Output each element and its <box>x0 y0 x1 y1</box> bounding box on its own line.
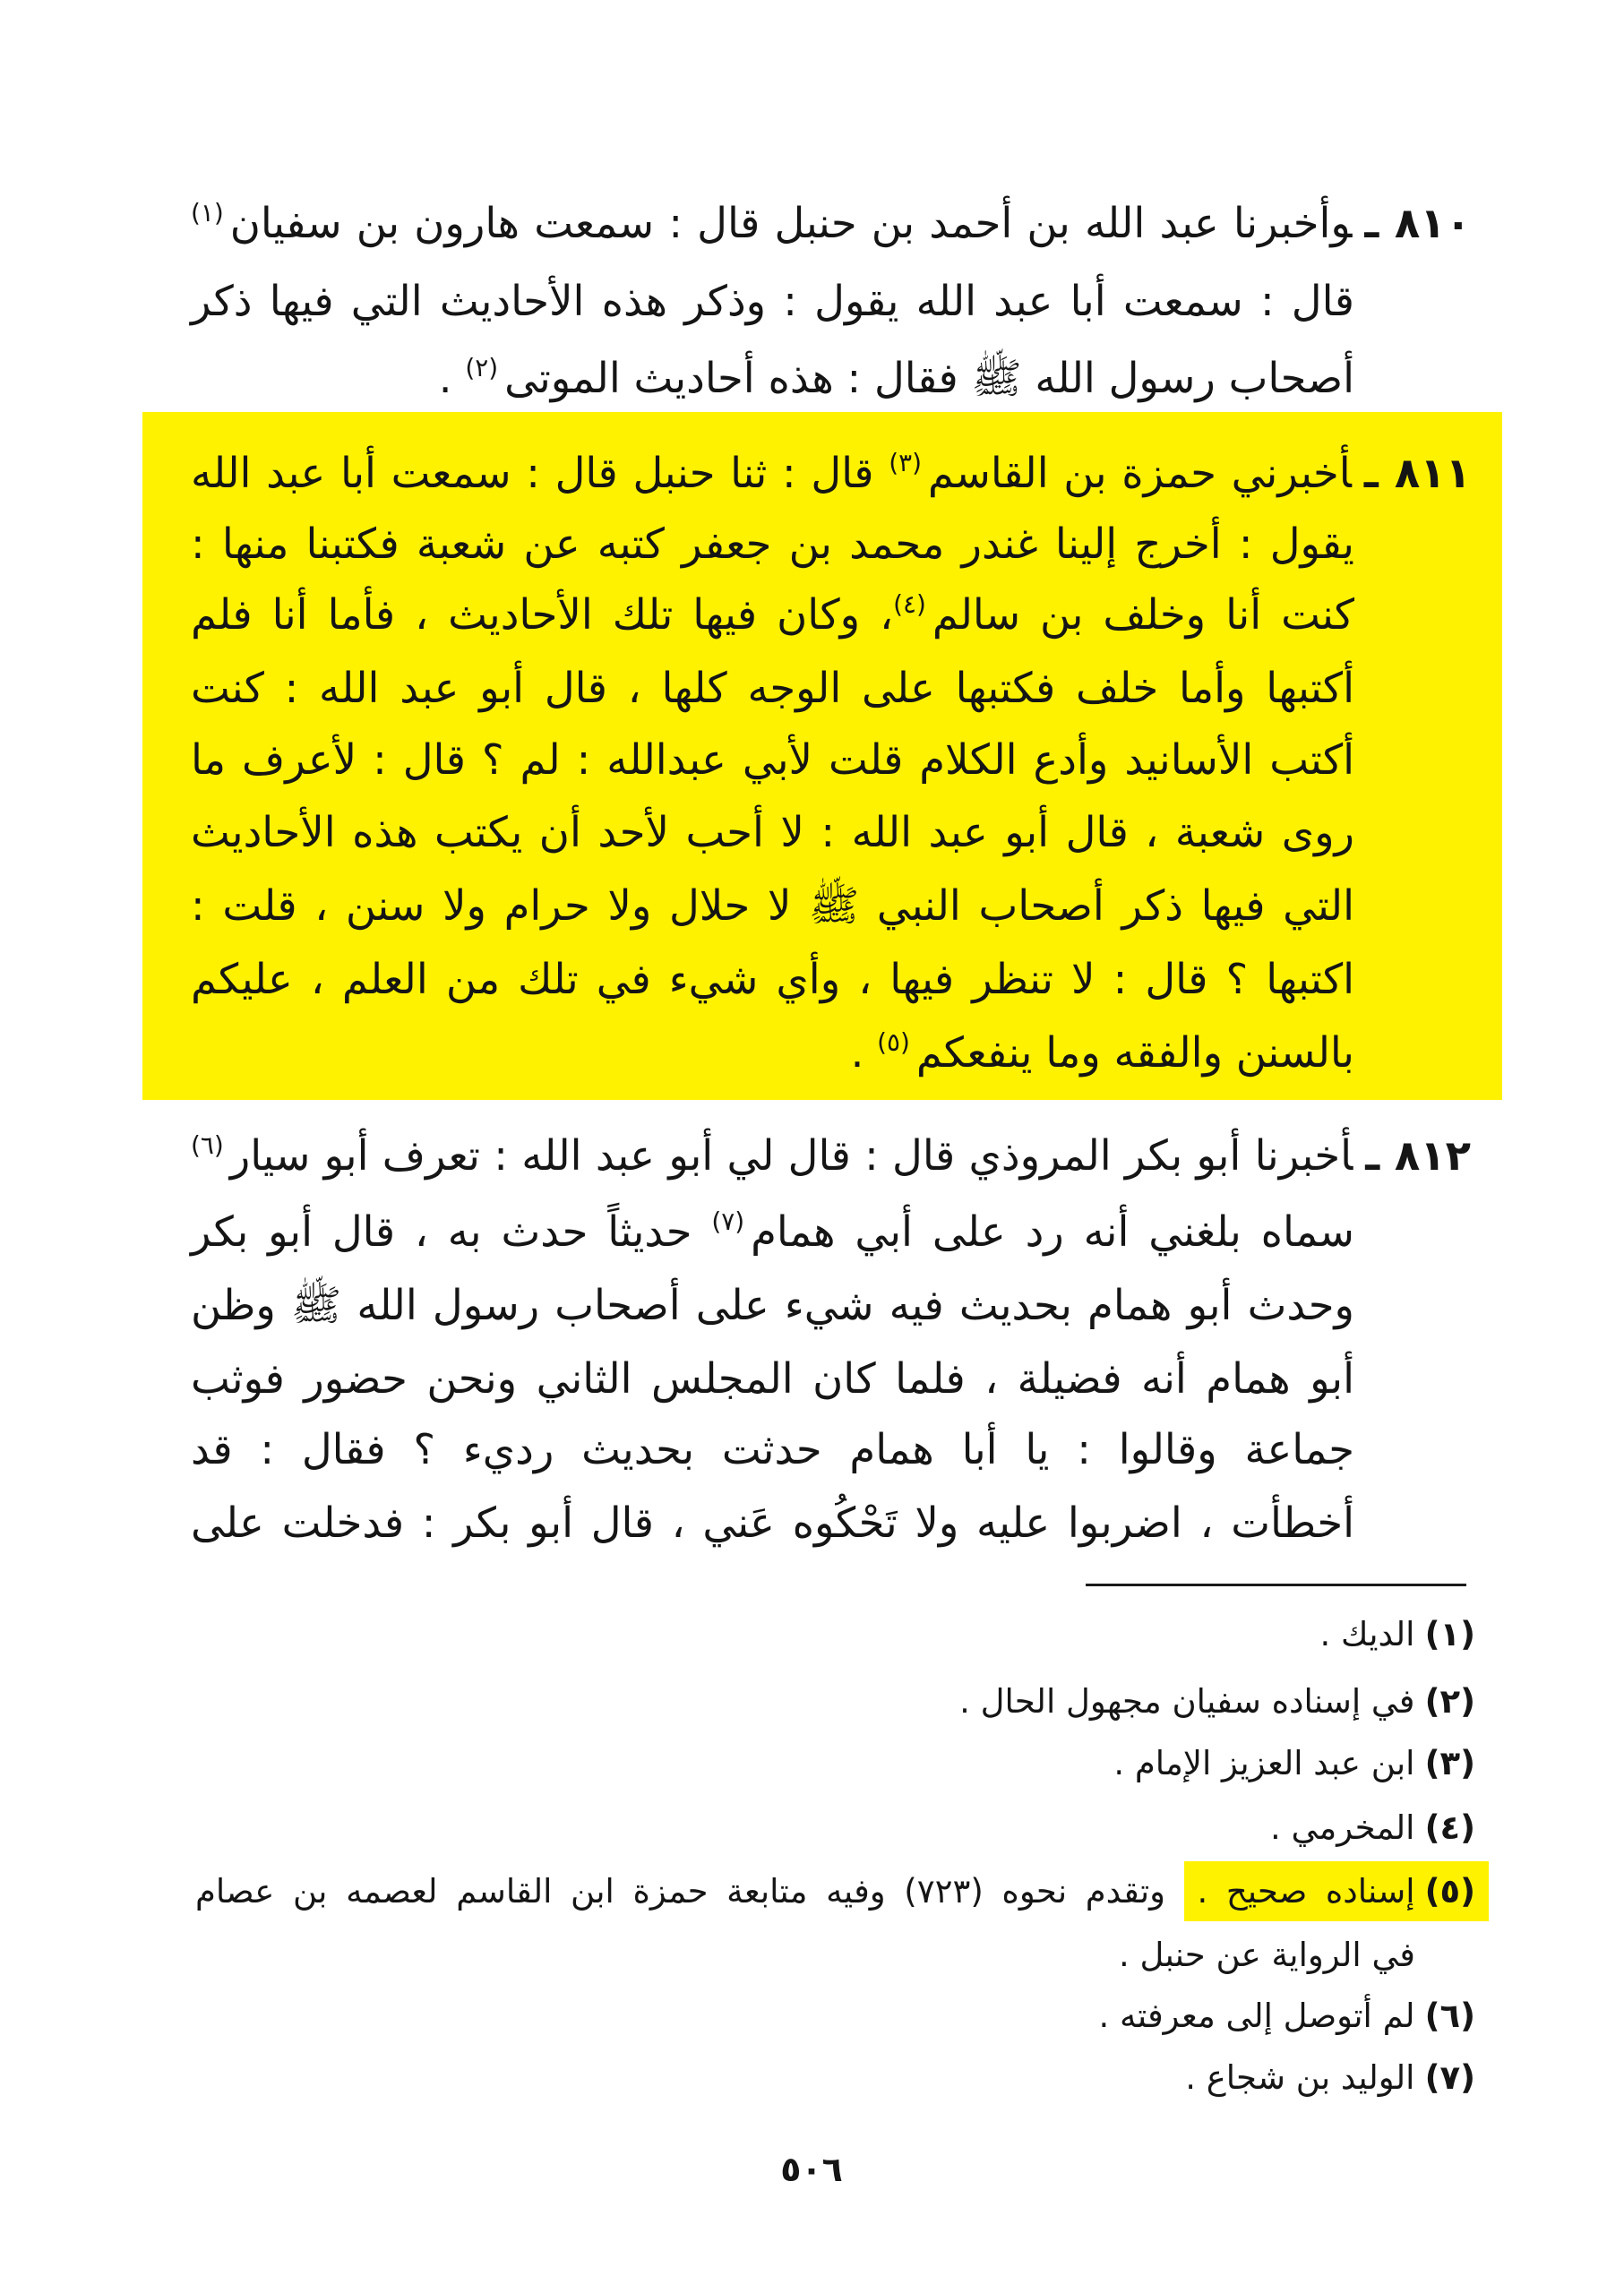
line-text: يقول : أخرج إلينا غندر محمد بن جعفر كتبه عن شعبة فكتبنا منها : <box>191 520 1354 568</box>
text-line <box>191 1413 1354 1485</box>
line-text: ، وكان فيها تلك الأحاديث ، فأما أنا فلم <box>191 590 894 639</box>
footnote-number: (٣) <box>1424 1744 1475 1782</box>
line-text: أخبرني حمزة بن القاسم <box>927 449 1352 497</box>
footnote-item <box>195 1989 1475 2043</box>
footnote-continuation <box>195 1928 1415 1982</box>
line-text: . <box>850 1028 878 1077</box>
footnote-item <box>195 1801 1475 1855</box>
text-line <box>191 943 1354 1015</box>
footnote-number: (٥) <box>1424 1872 1476 1911</box>
text-line <box>191 187 1471 259</box>
line-text: أكتب الأسانيد وأدع الكلام قلت لأبي عبدالله : لم ؟ قال : لأعرف ما <box>191 735 1354 784</box>
footnote-number: (٢) <box>1424 1682 1475 1721</box>
line-text: أصحاب رسول الله ﷺ فقال : هذه أحاديث الموتى <box>504 354 1354 402</box>
entry-number: ٨١٢ ـ <box>1365 1131 1471 1180</box>
footnote-separator <box>1086 1584 1466 1586</box>
line-text: أكتبها وأما خلف فكتبها على الوجه كلها ، قال أبو عبد الله : كنت <box>191 664 1354 712</box>
line-text: قال : ثنا حنبل قال : سمعت أبا عبد الله <box>191 449 889 497</box>
line-text: التي فيها ذكر أصحاب النبي ﷺ لا حلال ولا حرام ولا سنن ، قلت : <box>191 881 1354 930</box>
footnote-item <box>195 1865 1475 1919</box>
footnote-text: ابن عبد العزيز الإمام . <box>1113 1744 1415 1782</box>
footnote-item <box>195 1675 1475 1729</box>
line-text: أبو همام أنه فضيلة ، فلما كان المجلس الثاني ونحن حضور فوثب <box>191 1354 1354 1403</box>
footnote-text: في إسناده سفيان مجهول الحال . <box>959 1682 1415 1721</box>
text-line <box>191 265 1354 337</box>
footnote-number: (٤) <box>1424 1808 1475 1847</box>
line-text: روى شعبة ، قال أبو عبد الله : لا أحب لأحد أن يكتب هذه الأحاديث <box>191 808 1354 856</box>
footnote-text: وتقدم نحوه (٧٢٣) وفيه متابعة حمزة ابن القاسم لعصمه بن عصام <box>195 1872 1165 1911</box>
text-line <box>191 1487 1354 1559</box>
line-text: اكتبها ؟ قال : لا تنظر فيها ، وأي شيء في تلك من العلم ، عليكم <box>191 955 1354 1003</box>
line-text: وحدث أبو همام بحديث فيه شيء على أصحاب رسول الله ﷺ وظن <box>191 1281 1354 1329</box>
line-text: . <box>438 354 466 402</box>
line-text: سماه بلغني أنه رد على أبي همام <box>751 1207 1355 1256</box>
footnote-item <box>195 1737 1475 1791</box>
footnote-text: لم أتوصل إلى معرفته . <box>1098 1997 1415 2035</box>
footnote-text: الوليد بن شجاع . <box>1185 2058 1415 2097</box>
text-line <box>191 342 1354 414</box>
line-text: بالسنن والفقه وما ينفعكم <box>915 1028 1354 1077</box>
footnote-text: الديك . <box>1319 1615 1415 1653</box>
line-text: أخطأت ، اضربوا عليه ولا تَحْكُوه عَني ، قال أبو بكر : فدخلت على <box>191 1499 1354 1547</box>
line-text: جماعة وقالوا : يا أبا همام حدثت بحديث رديء ؟ فقال : قد <box>191 1425 1354 1473</box>
text-line <box>191 508 1354 580</box>
footnote-ref: (٧) <box>711 1206 745 1236</box>
footnote-number: (١) <box>1424 1615 1475 1653</box>
footnote-ref: (٦) <box>191 1129 224 1160</box>
line-text: قال : سمعت أبا عبد الله يقول : وذكر هذه الأحاديث التي فيها ذكر <box>191 277 1354 325</box>
entry-number: ٨١١ ـ <box>1363 449 1471 497</box>
text-line <box>191 1017 1354 1088</box>
entry-number: ٨١٠ ـ <box>1364 199 1471 247</box>
footnote-number: (٧) <box>1424 2058 1475 2097</box>
footnote-highlight <box>1184 1861 1489 1921</box>
footnote-ref: (٥) <box>877 1026 910 1057</box>
text-line <box>191 1343 1354 1414</box>
text-line <box>191 796 1354 868</box>
footnote-ref: (١) <box>191 197 224 228</box>
footnote-number: (٦) <box>1424 1997 1475 2035</box>
footnote-ref: (٤) <box>893 588 926 619</box>
text-line <box>191 652 1354 724</box>
footnote-item <box>195 1608 1475 1662</box>
text-line <box>191 1196 1354 1267</box>
line-text: كنت أنا وخلف بن سالم <box>932 590 1354 639</box>
text-line <box>191 870 1354 941</box>
text-line <box>191 437 1471 509</box>
line-text: وأخبرنا عبد الله بن أحمد بن حنبل قال : سمعت هارون بن سفيان <box>229 199 1353 247</box>
footnote-item <box>195 2051 1475 2105</box>
line-text: أخبرنا أبو بكر المروذي قال : قال لي أبو عبد الله : تعرف أبو سيار <box>229 1131 1353 1180</box>
text-line <box>191 724 1354 795</box>
text-line <box>191 579 1354 650</box>
footnote-ref: (٣) <box>889 447 922 477</box>
page-number: ٥٠٦ <box>780 2150 843 2189</box>
line-text: حديثاً حدث به ، قال أبو بكر <box>191 1207 712 1256</box>
footnote-text: المخرمي . <box>1270 1808 1415 1847</box>
footnote-text: في الرواية عن حنبل . <box>1118 1936 1415 1974</box>
footnote-highlighted-text: إسناده صحيح . <box>1197 1872 1415 1911</box>
footnote-ref: (٢) <box>465 352 499 382</box>
text-line <box>191 1269 1354 1341</box>
text-line <box>191 1120 1471 1191</box>
